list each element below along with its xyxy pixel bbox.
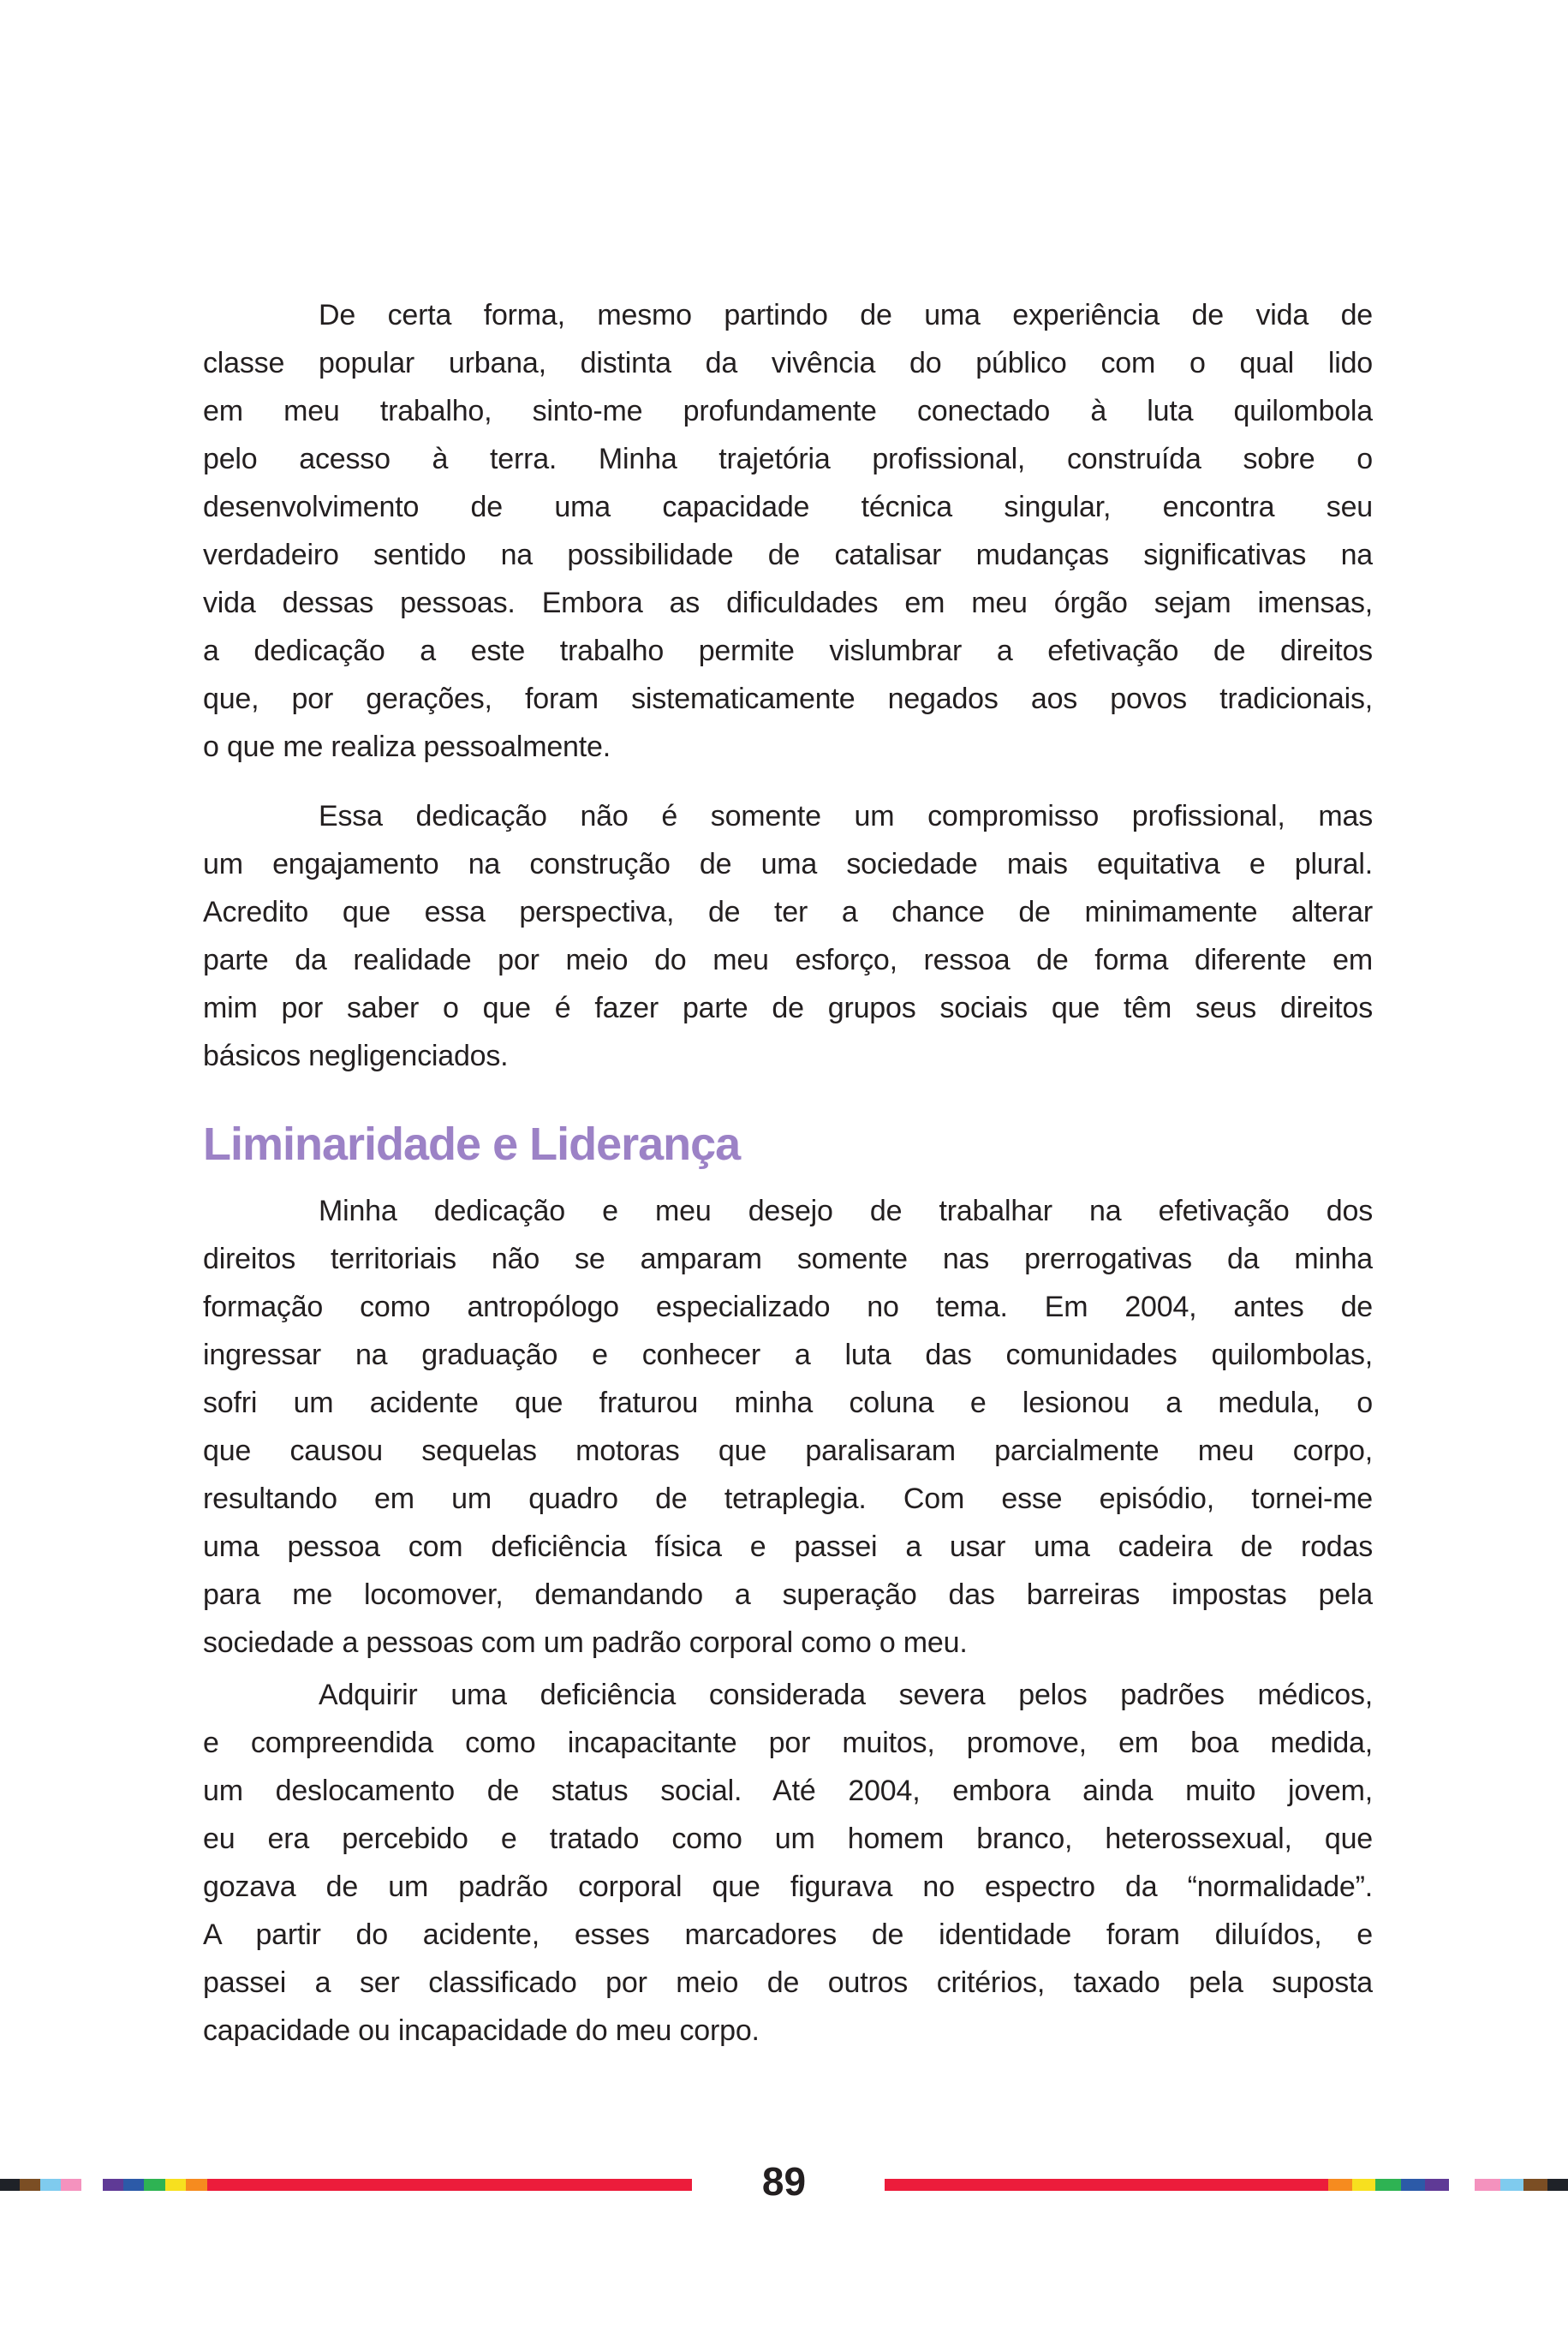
flag-segment-red	[885, 2179, 1328, 2191]
text-line: Minha dedicação e meu desejo de trabalhar na efetivação dos	[319, 1195, 1373, 1227]
text-line: sofri um acidente que fraturou minha coluna e lesionou a medula, o	[203, 1387, 1373, 1419]
footer-decorative-bar-right	[885, 2179, 1568, 2191]
text-line: verdadeiro sentido na possibilidade de catalisar mudanças significativas na	[203, 539, 1373, 571]
section-heading: Liminaridade e Liderança	[203, 1119, 741, 1170]
flag-segment-pink	[1475, 2179, 1500, 2191]
text-line: e compreendida como incapacitante por muitos, promove, em boa medida,	[203, 1727, 1373, 1759]
text-line: a dedicação a este trabalho permite vislumbrar a efetivação de direitos	[203, 635, 1373, 667]
paragraph	[203, 1671, 1373, 2055]
page-content	[203, 291, 1373, 2055]
text-line: Adquirir uma deficiência considerada severa pelos padrões médicos,	[319, 1679, 1373, 1711]
flag-segment-orange	[1328, 2179, 1352, 2191]
text-line: uma pessoa com deficiência física e passei a usar uma cadeira de rodas	[203, 1530, 1373, 1563]
text-line: que causou sequelas motoras que paralisaram parcialmente meu corpo,	[203, 1435, 1373, 1467]
flag-segment-light-blue	[1500, 2179, 1523, 2191]
page-number: 89	[761, 2159, 807, 2204]
text-line: o que me realiza pessoalmente.	[203, 731, 611, 763]
text-line: básicos negligenciados.	[203, 1040, 509, 1072]
text-line: passei a ser classificado por meio de outros critérios, taxado pela suposta	[203, 1966, 1373, 1999]
text-line: Essa dedicação não é somente um compromisso profissional, mas	[319, 800, 1373, 832]
flag-segment-brown	[1523, 2179, 1547, 2191]
text-line: A partir do acidente, esses marcadores de identidade foram diluídos, e	[203, 1918, 1373, 1951]
text-line: um deslocamento de status social. Até 2004, embora ainda muito jovem,	[203, 1775, 1373, 1807]
flag-segment-black	[1547, 2179, 1568, 2191]
text-line: ingressar na graduação e conhecer a luta das comunidades quilombolas,	[203, 1339, 1373, 1371]
text-line: para me locomover, demandando a superação das barreiras impostas pela	[203, 1578, 1373, 1611]
text-line: classe popular urbana, distinta da vivência do público com o qual lido	[203, 347, 1373, 379]
flag-segment-green	[1375, 2179, 1401, 2191]
paragraph	[203, 792, 1373, 1080]
text-line: que, por gerações, foram sistematicamente negados aos povos tradicionais,	[203, 683, 1373, 715]
text-line: em meu trabalho, sinto-me profundamente conectado à luta quilombola	[203, 395, 1373, 427]
text-line: sociedade a pessoas com um padrão corporal como o meu.	[203, 1626, 968, 1659]
text-line: pelo acesso à terra. Minha trajetória profissional, construída sobre o	[203, 443, 1373, 475]
text-line: direitos territoriais não se amparam somente nas prerrogativas da minha	[203, 1243, 1373, 1275]
text-line: formação como antropólogo especializado no tema. Em 2004, antes de	[203, 1291, 1373, 1323]
text-line: parte da realidade por meio do meu esforço, ressoa de forma diferente em	[203, 944, 1373, 976]
text-line: mim por saber o que é fazer parte de grupos sociais que têm seus direitos	[203, 992, 1373, 1024]
flag-segment-blue	[1401, 2179, 1425, 2191]
text-line: capacidade ou incapacidade do meu corpo.	[203, 2014, 760, 2047]
paragraph	[203, 291, 1373, 771]
text-line: De certa forma, mesmo partindo de uma experiência de vida de	[319, 299, 1373, 331]
flag-segment-white	[1449, 2179, 1475, 2191]
text-line: gozava de um padrão corporal que figurava no espectro da “normalidade”.	[203, 1871, 1373, 1903]
flag-segment-purple	[1425, 2179, 1449, 2191]
text-line: eu era percebido e tratado como um homem branco, heterossexual, que	[203, 1823, 1373, 1855]
text-line: desenvolvimento de uma capacidade técnica singular, encontra seu	[203, 491, 1373, 523]
text-line: resultando em um quadro de tetraplegia. Com esse episódio, tornei-me	[203, 1483, 1373, 1515]
text-line: vida dessas pessoas. Embora as dificuldades em meu órgão sejam imensas,	[203, 587, 1373, 619]
text-line: Acredito que essa perspectiva, de ter a chance de minimamente alterar	[203, 896, 1373, 928]
flag-segment-yellow	[1352, 2179, 1375, 2191]
text-line: um engajamento na construção de uma sociedade mais equitativa e plural.	[203, 848, 1373, 880]
paragraph	[203, 1187, 1373, 1667]
